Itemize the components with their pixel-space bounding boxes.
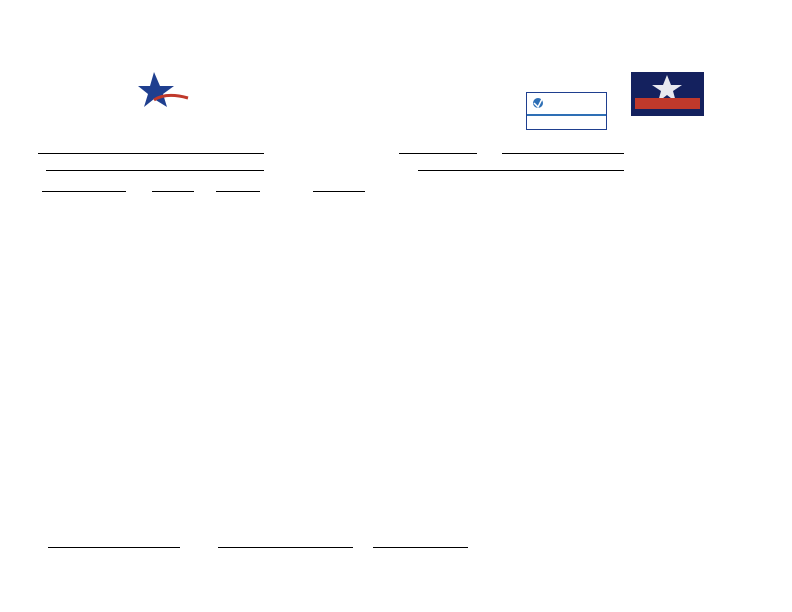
total-field[interactable] xyxy=(480,494,512,509)
world-champ-horse-input[interactable] xyxy=(16,445,148,460)
print-name-field[interactable] xyxy=(218,547,353,548)
world-champ-checkbox[interactable] xyxy=(149,445,181,460)
date-field[interactable] xyxy=(373,547,468,548)
signature-field[interactable] xyxy=(48,547,180,548)
